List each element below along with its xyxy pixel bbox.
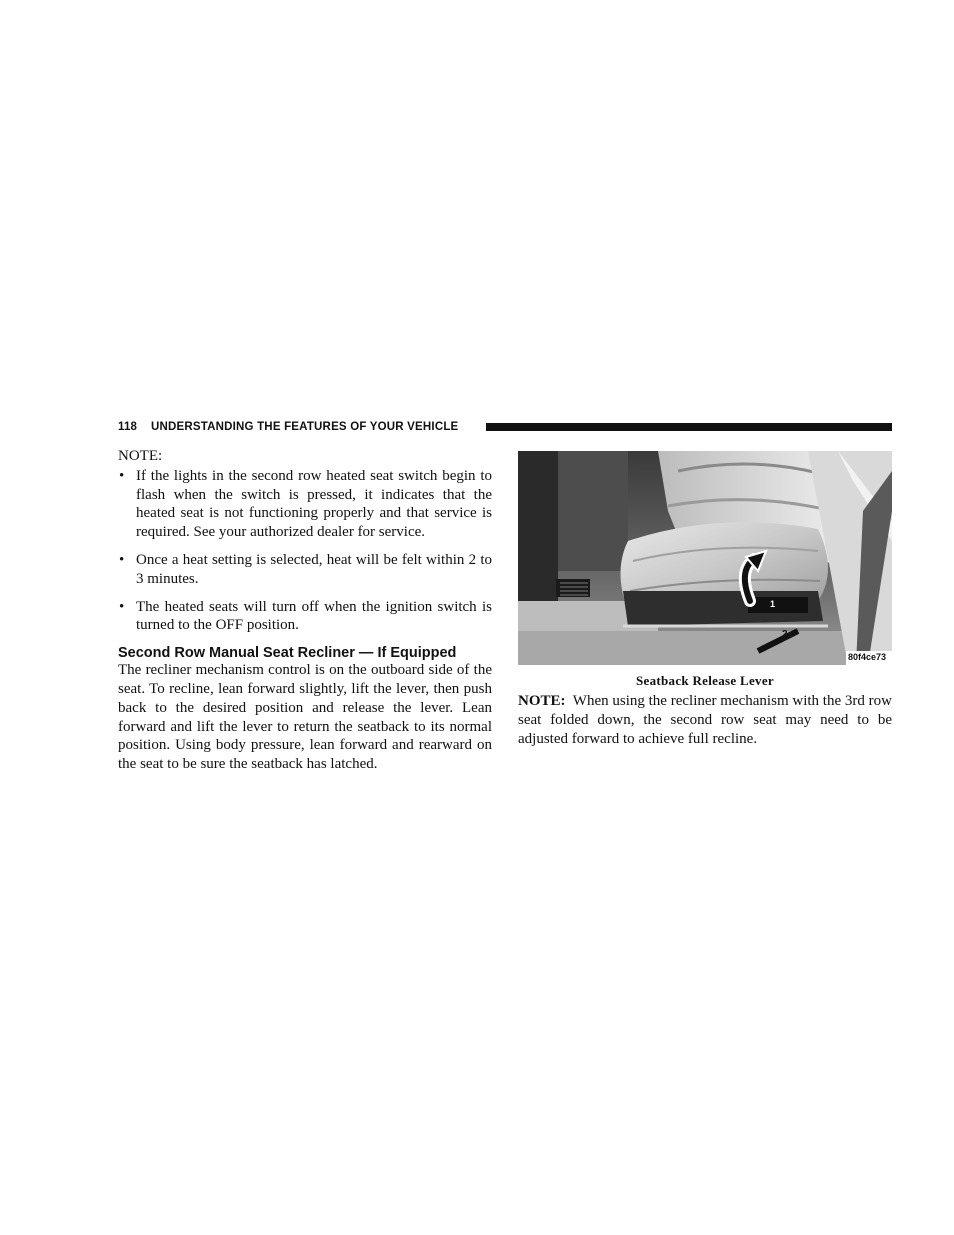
- left-column: [118, 447, 492, 774]
- bullet-item: [118, 467, 492, 542]
- seat-photo: [518, 451, 892, 665]
- note-text: When using the recliner mechanism with the 3rd row seat folded down, the second row seat may need to be adjusted forward to achieve full recline.: [518, 693, 892, 747]
- bullet-item: [118, 598, 492, 636]
- recliner-note: [518, 692, 892, 748]
- page-number: 118: [118, 421, 138, 433]
- bullet-text: The heated seats will turn off when the ignition switch is turned to the OFF position.: [136, 598, 492, 634]
- seat-illustration: [518, 451, 892, 665]
- bullet-item: [118, 551, 492, 589]
- bullet-text: Once a heat setting is selected, heat will be felt within 2 to 3 minutes.: [136, 551, 492, 587]
- callout-2: 2: [782, 629, 788, 640]
- callout-1: 1: [770, 599, 776, 609]
- body-paragraph: The recliner mechanism control is on the outboard side of the seat. To recline, lean forward slightly, lift the lever, then push back to the desired position and release the lever. Lean forward and lift the lever to return the seatback to its normal position. Using body pressure, lean forward and rearward on the seat to be sure the seatback has latched.: [118, 662, 492, 773]
- section-heading: Second Row Manual Seat Recliner — If Equipped: [118, 645, 457, 662]
- bullet-text: If the lights in the second row heated seat switch begin to flash when the switch is pressed, it indicates that the heated seat is not functioning properly and that service is required. See your authorized dealer for service.: [136, 467, 492, 541]
- bullet-icon: •: [119, 467, 125, 484]
- figure-caption: Seatback Release Lever: [635, 673, 774, 688]
- note-title: NOTE:: [118, 448, 163, 464]
- right-column: [518, 451, 892, 763]
- bullet-icon: •: [119, 551, 125, 568]
- note-label: NOTE:: [518, 693, 566, 709]
- image-code-label: 80f4ce73: [848, 652, 887, 662]
- header-rule: [486, 423, 892, 431]
- bullet-icon: •: [119, 598, 125, 615]
- running-section-title: UNDERSTANDING THE FEATURES OF YOUR VEHICLE: [151, 421, 459, 433]
- page-header: [118, 419, 892, 437]
- note-bullet-list: [118, 467, 492, 635]
